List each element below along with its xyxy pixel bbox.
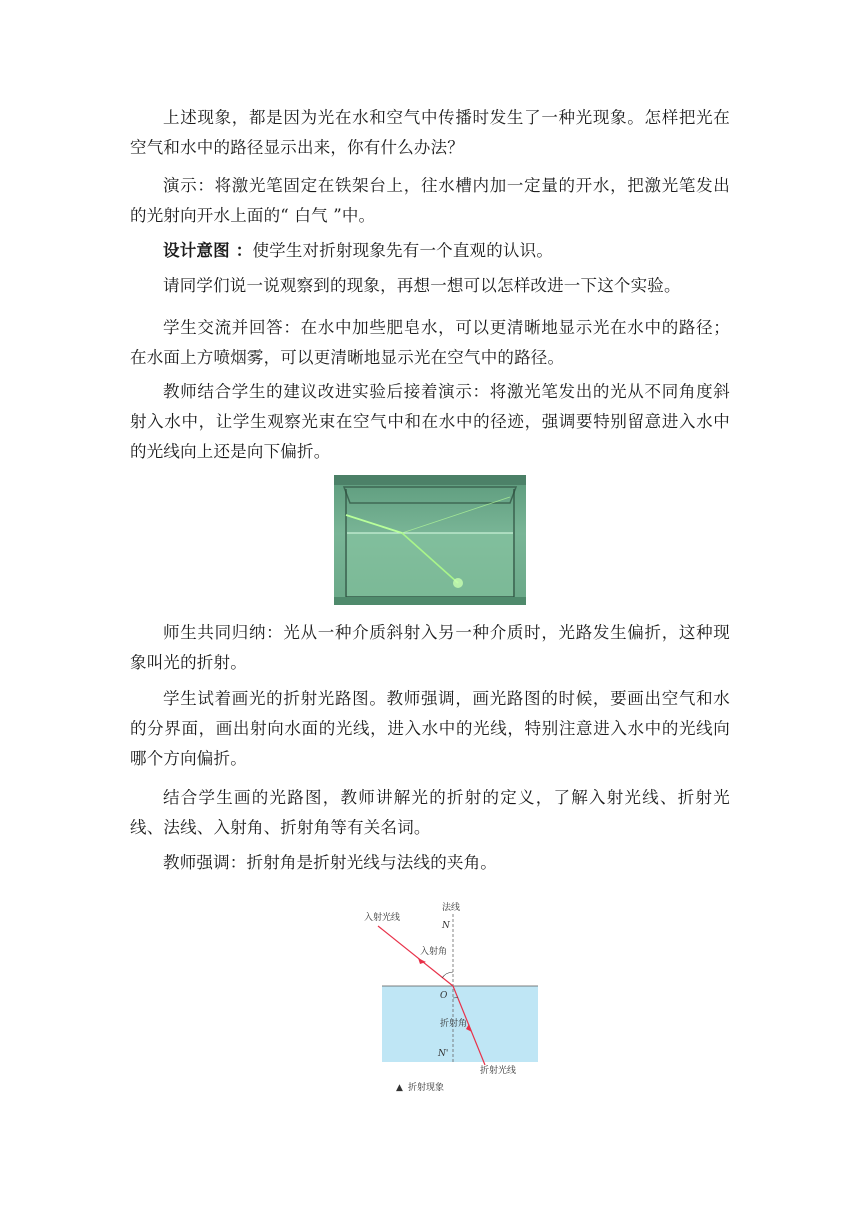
- paragraph-teacher-demo: 教师结合学生的建议改进实验后接着演示：将激光笔发出的光从不同角度斜射入水中，让学生观察光束在空气中和在水中的径迹，强调要特别留意进入水中的光线向上还是向下偏折。: [130, 382, 730, 461]
- laser-tank-photo: [334, 475, 526, 605]
- point-n-label: N: [442, 921, 450, 931]
- paragraph-phenomenon: 上述现象，都是因为光在水和空气中传播时发生了一种光现象。怎样把光在空气和水中的路径显示出来，你有什么办法？: [130, 108, 730, 157]
- paragraph-student-answer: 学生交流并回答：在水中加些肥皂水，可以更清晰地显示光在水中的路径；在水面上方喷烟雾，可以更清晰地显示光在空气中的路径。: [130, 318, 730, 367]
- incident-ray-label: 入射光线: [364, 913, 401, 923]
- caption-marker-icon: ▲: [396, 1083, 403, 1093]
- incident-angle-label: 入射角: [420, 947, 448, 957]
- diagram-caption: 折射现象: [408, 1083, 445, 1093]
- point-o-label: O: [440, 991, 448, 1001]
- paragraph-summary: 师生共同归纳：光从一种介质斜射入另一种介质时，光路发生偏折，这种现象叫光的折射。: [130, 623, 730, 672]
- point-n-prime-label: N': [438, 1049, 449, 1059]
- design-intent-label: 设计意图 ：: [163, 241, 253, 260]
- paragraph-definition: 结合学生画的光路图，教师讲解光的折射的定义，了解入射光线、折射光线、法线、入射角、折射角等有关名词。: [130, 788, 730, 837]
- normal-label: 法线: [442, 903, 461, 913]
- paragraph-design-intent: [130, 236, 730, 266]
- refracted-angle-label: 折射角: [440, 1019, 468, 1029]
- paragraph-refraction-angle: 教师强调：折射角是折射光线与法线的夹角。: [163, 853, 497, 872]
- refracted-ray-label: 折射光线: [480, 1066, 517, 1076]
- refraction-diagram: [360, 898, 540, 1098]
- design-intent-text: 使学生对折射现象先有一个直观的认识。: [252, 241, 554, 260]
- paragraph-demo: 演示：将激光笔固定在铁架台上，往水槽内加一定量的开水，把激光笔发出的光射向开水上面的“ 白气 ”中。: [130, 176, 730, 225]
- paragraph-draw-path: 学生试着画光的折射光路图。教师强调，画光路图的时候，要画出空气和水的分界面，画出射向水面的光线，进入水中的光线，特别注意进入水中的光线向哪个方向偏折。: [130, 689, 730, 768]
- paragraph-question: 请同学们说一说观察到的现象，再想一想可以怎样改进一下这个实验。: [163, 276, 681, 295]
